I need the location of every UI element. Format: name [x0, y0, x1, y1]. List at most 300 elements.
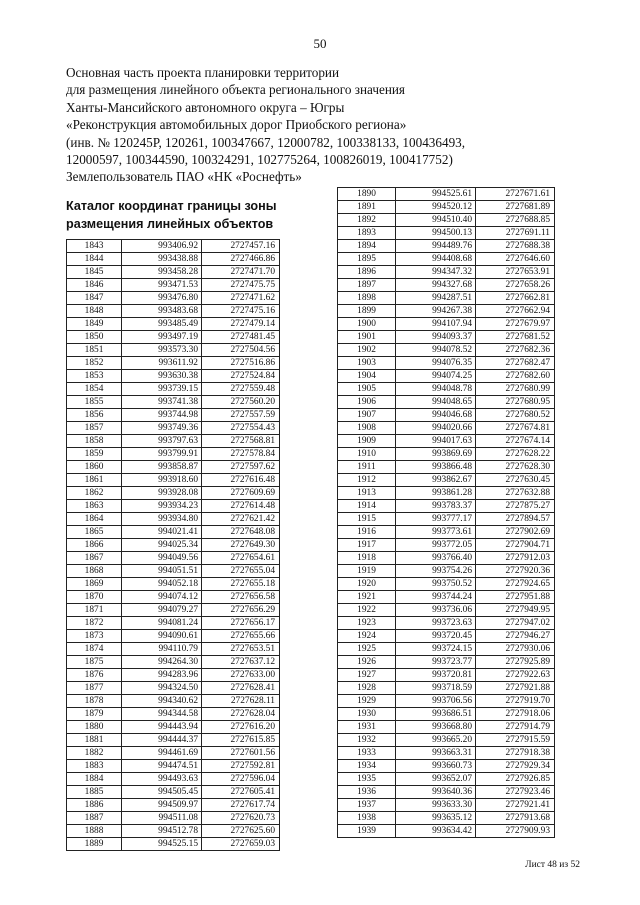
point-number-cell: 1937 [338, 799, 396, 812]
point-number-cell: 1934 [338, 760, 396, 773]
x-coordinate-cell: 993485.49 [122, 318, 202, 331]
x-coordinate-cell: 993773.61 [396, 526, 476, 539]
x-coordinate-cell: 993862.67 [396, 474, 476, 487]
y-coordinate-cell: 2727471.62 [202, 292, 280, 305]
table-row [338, 331, 555, 344]
x-coordinate-cell: 993744.98 [122, 409, 202, 422]
table-row [67, 617, 280, 630]
point-number-cell: 1916 [338, 526, 396, 539]
x-coordinate-cell: 993724.15 [396, 643, 476, 656]
y-coordinate-cell: 2727659.03 [202, 838, 280, 851]
table-row [67, 500, 280, 513]
y-coordinate-cell: 2727929.34 [476, 760, 555, 773]
table-row [338, 708, 555, 721]
y-coordinate-cell: 2727680.99 [476, 383, 555, 396]
y-coordinate-cell: 2727946.27 [476, 630, 555, 643]
table-row [67, 695, 280, 708]
x-coordinate-cell: 994324.50 [122, 682, 202, 695]
table-row [338, 825, 555, 838]
y-coordinate-cell: 2727628.41 [202, 682, 280, 695]
table-row [338, 266, 555, 279]
x-coordinate-cell: 994267.38 [396, 305, 476, 318]
y-coordinate-cell: 2727682.36 [476, 344, 555, 357]
table-row [67, 396, 280, 409]
x-coordinate-cell: 993611.92 [122, 357, 202, 370]
point-number-cell: 1912 [338, 474, 396, 487]
y-coordinate-cell: 2727559.48 [202, 383, 280, 396]
y-coordinate-cell: 2727632.88 [476, 487, 555, 500]
catalog-title [66, 197, 326, 233]
table-row [67, 760, 280, 773]
table-row [67, 383, 280, 396]
table-row [67, 669, 280, 682]
table-row [67, 825, 280, 838]
y-coordinate-cell: 2727915.59 [476, 734, 555, 747]
x-coordinate-cell: 994511.08 [122, 812, 202, 825]
x-coordinate-cell: 994074.12 [122, 591, 202, 604]
table-row [338, 643, 555, 656]
point-number-cell: 1914 [338, 500, 396, 513]
x-coordinate-cell: 994525.61 [396, 188, 476, 201]
table-row [338, 526, 555, 539]
x-coordinate-cell: 993668.80 [396, 721, 476, 734]
x-coordinate-cell: 993861.28 [396, 487, 476, 500]
table-row [338, 357, 555, 370]
table-row [338, 396, 555, 409]
point-number-cell: 1928 [338, 682, 396, 695]
y-coordinate-cell: 2727646.60 [476, 253, 555, 266]
y-coordinate-cell: 2727924.65 [476, 578, 555, 591]
x-coordinate-cell: 994340.62 [122, 695, 202, 708]
table-row [338, 435, 555, 448]
y-coordinate-cell: 2727621.42 [202, 513, 280, 526]
x-coordinate-cell: 993934.80 [122, 513, 202, 526]
table-row [67, 539, 280, 552]
table-row [338, 578, 555, 591]
table-row [338, 448, 555, 461]
x-coordinate-cell: 994021.41 [122, 526, 202, 539]
point-number-cell: 1879 [67, 708, 122, 721]
point-number-cell: 1907 [338, 409, 396, 422]
point-number-cell: 1856 [67, 409, 122, 422]
x-coordinate-cell: 994512.78 [122, 825, 202, 838]
x-coordinate-cell: 993686.51 [396, 708, 476, 721]
point-number-cell: 1876 [67, 669, 122, 682]
point-number-cell: 1871 [67, 604, 122, 617]
x-coordinate-cell: 994283.96 [122, 669, 202, 682]
y-coordinate-cell: 2727921.88 [476, 682, 555, 695]
table-row [338, 799, 555, 812]
y-coordinate-cell: 2727481.45 [202, 331, 280, 344]
x-coordinate-cell: 993438.88 [122, 253, 202, 266]
table-row [67, 318, 280, 331]
x-coordinate-cell: 993634.42 [396, 825, 476, 838]
y-coordinate-cell: 2727912.03 [476, 552, 555, 565]
y-coordinate-cell: 2727662.94 [476, 305, 555, 318]
point-number-cell: 1925 [338, 643, 396, 656]
point-number-cell: 1868 [67, 565, 122, 578]
y-coordinate-cell: 2727902.69 [476, 526, 555, 539]
point-number-cell: 1936 [338, 786, 396, 799]
y-coordinate-cell: 2727609.69 [202, 487, 280, 500]
point-number-cell: 1889 [67, 838, 122, 851]
coordinates-table-right [337, 187, 555, 838]
table-row [67, 656, 280, 669]
point-number-cell: 1890 [338, 188, 396, 201]
point-number-cell: 1920 [338, 578, 396, 591]
header-line: 12000597, 100344590, 100324291, 102775264, 100826019, 100417752) [66, 152, 453, 168]
table-row [67, 552, 280, 565]
table-row [67, 682, 280, 695]
x-coordinate-cell: 994525.15 [122, 838, 202, 851]
table-row [338, 591, 555, 604]
point-number-cell: 1884 [67, 773, 122, 786]
document-header [66, 64, 566, 186]
point-number-cell: 1927 [338, 669, 396, 682]
table-row [67, 370, 280, 383]
point-number-cell: 1906 [338, 396, 396, 409]
y-coordinate-cell: 2727592.81 [202, 760, 280, 773]
y-coordinate-cell: 2727909.93 [476, 825, 555, 838]
point-number-cell: 1857 [67, 422, 122, 435]
y-coordinate-cell: 2727628.04 [202, 708, 280, 721]
point-number-cell: 1930 [338, 708, 396, 721]
y-coordinate-cell: 2727653.51 [202, 643, 280, 656]
table-row [67, 747, 280, 760]
table-row [67, 292, 280, 305]
y-coordinate-cell: 2727560.20 [202, 396, 280, 409]
table-row [338, 305, 555, 318]
point-number-cell: 1867 [67, 552, 122, 565]
x-coordinate-cell: 993476.80 [122, 292, 202, 305]
point-number-cell: 1877 [67, 682, 122, 695]
table-row [67, 474, 280, 487]
point-number-cell: 1852 [67, 357, 122, 370]
x-coordinate-cell: 994344.58 [122, 708, 202, 721]
point-number-cell: 1901 [338, 331, 396, 344]
table-row [338, 734, 555, 747]
point-number-cell: 1866 [67, 539, 122, 552]
y-coordinate-cell: 2727656.58 [202, 591, 280, 604]
point-number-cell: 1922 [338, 604, 396, 617]
table-row [67, 526, 280, 539]
y-coordinate-cell: 2727894.57 [476, 513, 555, 526]
table-row [67, 513, 280, 526]
point-number-cell: 1863 [67, 500, 122, 513]
table-row [338, 214, 555, 227]
table-row [338, 422, 555, 435]
table-row [67, 240, 280, 253]
point-number-cell: 1861 [67, 474, 122, 487]
table-row [67, 591, 280, 604]
y-coordinate-cell: 2727674.14 [476, 435, 555, 448]
table-row [338, 344, 555, 357]
y-coordinate-cell: 2727557.59 [202, 409, 280, 422]
x-coordinate-cell: 993928.08 [122, 487, 202, 500]
x-coordinate-cell: 994510.40 [396, 214, 476, 227]
table-row [338, 370, 555, 383]
point-number-cell: 1850 [67, 331, 122, 344]
point-number-cell: 1938 [338, 812, 396, 825]
y-coordinate-cell: 2727681.89 [476, 201, 555, 214]
x-coordinate-cell: 993723.77 [396, 656, 476, 669]
x-coordinate-cell: 993750.52 [396, 578, 476, 591]
table-row [338, 721, 555, 734]
table-row [67, 487, 280, 500]
table-row [338, 409, 555, 422]
x-coordinate-cell: 994093.37 [396, 331, 476, 344]
point-number-cell: 1878 [67, 695, 122, 708]
point-number-cell: 1859 [67, 448, 122, 461]
point-number-cell: 1885 [67, 786, 122, 799]
table-row [67, 630, 280, 643]
point-number-cell: 1897 [338, 279, 396, 292]
y-coordinate-cell: 2727919.70 [476, 695, 555, 708]
y-coordinate-cell: 2727913.68 [476, 812, 555, 825]
x-coordinate-cell: 993744.24 [396, 591, 476, 604]
table-row [67, 773, 280, 786]
y-coordinate-cell: 2727914.79 [476, 721, 555, 734]
table-row [338, 786, 555, 799]
y-coordinate-cell: 2727930.06 [476, 643, 555, 656]
x-coordinate-cell: 993739.15 [122, 383, 202, 396]
x-coordinate-cell: 994048.65 [396, 396, 476, 409]
table-row [338, 656, 555, 669]
x-coordinate-cell: 994264.30 [122, 656, 202, 669]
y-coordinate-cell: 2727578.84 [202, 448, 280, 461]
table-row [338, 201, 555, 214]
table-row [338, 604, 555, 617]
y-coordinate-cell: 2727671.61 [476, 188, 555, 201]
point-number-cell: 1931 [338, 721, 396, 734]
point-number-cell: 1865 [67, 526, 122, 539]
table-row [67, 461, 280, 474]
y-coordinate-cell: 2727648.08 [202, 526, 280, 539]
x-coordinate-cell: 993783.37 [396, 500, 476, 513]
header-line: Основная часть проекта планировки территории [66, 65, 340, 80]
x-coordinate-cell: 993918.60 [122, 474, 202, 487]
point-number-cell: 1919 [338, 565, 396, 578]
x-coordinate-cell: 993799.91 [122, 448, 202, 461]
y-coordinate-cell: 2727951.88 [476, 591, 555, 604]
table-row [67, 708, 280, 721]
x-coordinate-cell: 994017.63 [396, 435, 476, 448]
x-coordinate-cell: 994474.51 [122, 760, 202, 773]
y-coordinate-cell: 2727475.75 [202, 279, 280, 292]
x-coordinate-cell: 993749.36 [122, 422, 202, 435]
point-number-cell: 1933 [338, 747, 396, 760]
table-row [67, 357, 280, 370]
y-coordinate-cell: 2727682.47 [476, 357, 555, 370]
table-row [338, 669, 555, 682]
point-number-cell: 1862 [67, 487, 122, 500]
y-coordinate-cell: 2727471.70 [202, 266, 280, 279]
x-coordinate-cell: 993652.07 [396, 773, 476, 786]
x-coordinate-cell: 993406.92 [122, 240, 202, 253]
table-row [338, 630, 555, 643]
point-number-cell: 1904 [338, 370, 396, 383]
y-coordinate-cell: 2727691.11 [476, 227, 555, 240]
table-row [67, 578, 280, 591]
header-line: Ханты-Мансийского автономного округа – Югры [66, 99, 345, 115]
x-coordinate-cell: 994327.68 [396, 279, 476, 292]
x-coordinate-cell: 993718.59 [396, 682, 476, 695]
x-coordinate-cell: 993640.36 [396, 786, 476, 799]
header-line: Землепользователь ПАО «НК «Роснефть» [66, 169, 302, 185]
x-coordinate-cell: 994025.34 [122, 539, 202, 552]
table-row [338, 760, 555, 773]
x-coordinate-cell: 993741.38 [122, 396, 202, 409]
y-coordinate-cell: 2727682.60 [476, 370, 555, 383]
y-coordinate-cell: 2727620.73 [202, 812, 280, 825]
point-number-cell: 1887 [67, 812, 122, 825]
y-coordinate-cell: 2727674.81 [476, 422, 555, 435]
y-coordinate-cell: 2727921.41 [476, 799, 555, 812]
y-coordinate-cell: 2727628.22 [476, 448, 555, 461]
point-number-cell: 1918 [338, 552, 396, 565]
x-coordinate-cell: 994505.45 [122, 786, 202, 799]
y-coordinate-cell: 2727597.62 [202, 461, 280, 474]
y-coordinate-cell: 2727615.85 [202, 734, 280, 747]
y-coordinate-cell: 2727633.00 [202, 669, 280, 682]
table-row [338, 773, 555, 786]
y-coordinate-cell: 2727516.86 [202, 357, 280, 370]
point-number-cell: 1874 [67, 643, 122, 656]
y-coordinate-cell: 2727655.66 [202, 630, 280, 643]
table-row [67, 734, 280, 747]
point-number-cell: 1899 [338, 305, 396, 318]
x-coordinate-cell: 993720.45 [396, 630, 476, 643]
y-coordinate-cell: 2727680.95 [476, 396, 555, 409]
y-coordinate-cell: 2727904.71 [476, 539, 555, 552]
point-number-cell: 1869 [67, 578, 122, 591]
x-coordinate-cell: 993797.63 [122, 435, 202, 448]
table-row [67, 643, 280, 656]
x-coordinate-cell: 993866.48 [396, 461, 476, 474]
table-row [338, 500, 555, 513]
table-row [338, 682, 555, 695]
y-coordinate-cell: 2727625.60 [202, 825, 280, 838]
x-coordinate-cell: 994048.78 [396, 383, 476, 396]
sheet-number: Лист 48 из 52 [525, 860, 580, 870]
table-row [67, 253, 280, 266]
x-coordinate-cell: 994408.68 [396, 253, 476, 266]
y-coordinate-cell: 2727658.26 [476, 279, 555, 292]
table-row [67, 448, 280, 461]
point-number-cell: 1893 [338, 227, 396, 240]
table-row [338, 188, 555, 201]
table-row [338, 617, 555, 630]
point-number-cell: 1913 [338, 487, 396, 500]
x-coordinate-cell: 994049.56 [122, 552, 202, 565]
x-coordinate-cell: 993633.30 [396, 799, 476, 812]
y-coordinate-cell: 2727479.14 [202, 318, 280, 331]
y-coordinate-cell: 2727655.04 [202, 565, 280, 578]
y-coordinate-cell: 2727614.48 [202, 500, 280, 513]
y-coordinate-cell: 2727628.30 [476, 461, 555, 474]
table-row [338, 383, 555, 396]
point-number-cell: 1886 [67, 799, 122, 812]
table-row [338, 812, 555, 825]
x-coordinate-cell: 993635.12 [396, 812, 476, 825]
y-coordinate-cell: 2727568.81 [202, 435, 280, 448]
x-coordinate-cell: 994020.66 [396, 422, 476, 435]
y-coordinate-cell: 2727637.12 [202, 656, 280, 669]
x-coordinate-cell: 993471.53 [122, 279, 202, 292]
x-coordinate-cell: 993934.23 [122, 500, 202, 513]
point-number-cell: 1926 [338, 656, 396, 669]
table-row [67, 435, 280, 448]
point-number-cell: 1923 [338, 617, 396, 630]
y-coordinate-cell: 2727605.41 [202, 786, 280, 799]
y-coordinate-cell: 2727655.18 [202, 578, 280, 591]
x-coordinate-cell: 993858.87 [122, 461, 202, 474]
x-coordinate-cell: 994110.79 [122, 643, 202, 656]
y-coordinate-cell: 2727679.97 [476, 318, 555, 331]
table-row [67, 305, 280, 318]
point-number-cell: 1881 [67, 734, 122, 747]
point-number-cell: 1932 [338, 734, 396, 747]
x-coordinate-cell: 993660.73 [396, 760, 476, 773]
table-row [67, 604, 280, 617]
y-coordinate-cell: 2727925.89 [476, 656, 555, 669]
page-number: 50 [313, 36, 327, 51]
table-row [338, 695, 555, 708]
point-number-cell: 1844 [67, 253, 122, 266]
x-coordinate-cell: 994074.25 [396, 370, 476, 383]
point-number-cell: 1853 [67, 370, 122, 383]
y-coordinate-cell: 2727554.43 [202, 422, 280, 435]
y-coordinate-cell: 2727457.16 [202, 240, 280, 253]
x-coordinate-cell: 994461.69 [122, 747, 202, 760]
x-coordinate-cell: 993720.81 [396, 669, 476, 682]
y-coordinate-cell: 2727504.56 [202, 344, 280, 357]
y-coordinate-cell: 2727616.20 [202, 721, 280, 734]
table-row [67, 422, 280, 435]
point-number-cell: 1894 [338, 240, 396, 253]
point-number-cell: 1872 [67, 617, 122, 630]
header-line: «Реконструкция автомобильных дорог Приобского региона» [66, 117, 407, 133]
point-number-cell: 1875 [67, 656, 122, 669]
table-row [67, 721, 280, 734]
y-coordinate-cell: 2727926.85 [476, 773, 555, 786]
x-coordinate-cell: 994489.76 [396, 240, 476, 253]
point-number-cell: 1898 [338, 292, 396, 305]
y-coordinate-cell: 2727475.16 [202, 305, 280, 318]
header-line: для размещения линейного объекта регионального значения [66, 82, 405, 98]
y-coordinate-cell: 2727680.52 [476, 409, 555, 422]
table-row [338, 227, 555, 240]
table-row [67, 344, 280, 357]
y-coordinate-cell: 2727947.02 [476, 617, 555, 630]
point-number-cell: 1892 [338, 214, 396, 227]
point-number-cell: 1911 [338, 461, 396, 474]
y-coordinate-cell: 2727601.56 [202, 747, 280, 760]
y-coordinate-cell: 2727923.46 [476, 786, 555, 799]
point-number-cell: 1909 [338, 435, 396, 448]
point-number-cell: 1847 [67, 292, 122, 305]
point-number-cell: 1896 [338, 266, 396, 279]
table-row [67, 565, 280, 578]
x-coordinate-cell: 994081.24 [122, 617, 202, 630]
x-coordinate-cell: 994509.97 [122, 799, 202, 812]
point-number-cell: 1895 [338, 253, 396, 266]
x-coordinate-cell: 993706.56 [396, 695, 476, 708]
x-coordinate-cell: 993458.28 [122, 266, 202, 279]
point-number-cell: 1870 [67, 591, 122, 604]
table-row [338, 240, 555, 253]
x-coordinate-cell: 993663.31 [396, 747, 476, 760]
